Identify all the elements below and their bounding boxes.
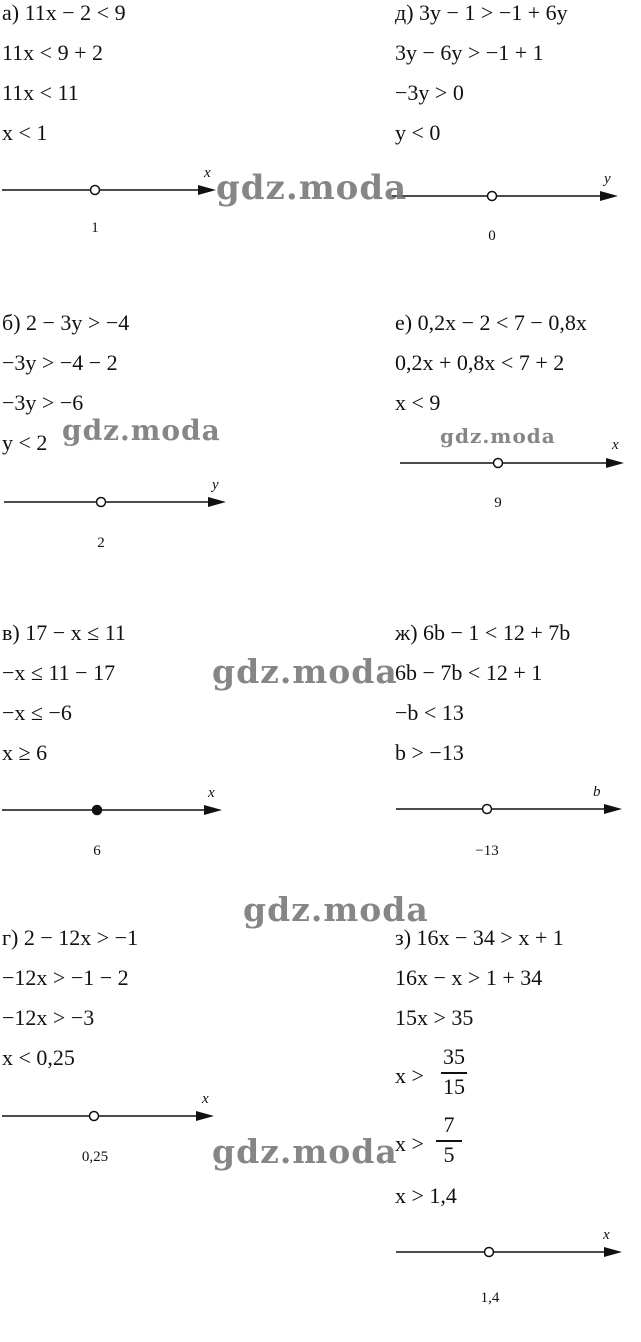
problem-g-line-2: −12x > −1 − 2 [2, 965, 129, 990]
number-line-zh [394, 795, 626, 825]
open-point-icon [91, 186, 100, 195]
problem-v-line-3: −x ≤ −6 [2, 700, 72, 725]
problem-a-line-4: x < 1 [2, 120, 48, 145]
problem-b-line-1: б) 2 − 3y > −4 [2, 310, 130, 335]
axis-variable-b: y [212, 477, 219, 493]
number-line-a [0, 176, 230, 206]
problem-e-line-1: е) 0,2x − 2 < 7 − 0,8x [395, 310, 587, 335]
problem-d-line-4: y < 0 [395, 120, 441, 145]
axis-variable-d: y [604, 171, 611, 187]
axis-variable-z: x [603, 1227, 610, 1243]
axis-variable-g: x [202, 1091, 209, 1107]
problem-z-line-2: 16x − x > 1 + 34 [395, 965, 543, 990]
axis-variable-zh: b [593, 784, 601, 800]
open-point-icon [90, 1112, 99, 1121]
problem-z-frac2-prefix: x > [395, 1131, 424, 1156]
problem-g-line-3: −12x > −3 [2, 1005, 95, 1030]
problem-d-line-3: −3y > 0 [395, 80, 464, 105]
number-line-e [398, 449, 628, 479]
number-line-v [0, 796, 230, 826]
number-line-z [394, 1238, 626, 1268]
problem-e-line-2: 0,2x + 0,8x < 7 + 2 [395, 350, 565, 375]
problem-z-line-last: x > 1,4 [395, 1183, 457, 1208]
axis-variable-v: x [208, 785, 215, 801]
point-label-zh: −13 [475, 843, 499, 859]
point-label-d: 0 [488, 228, 496, 244]
problem-e-line-3: x < 9 [395, 390, 441, 415]
open-point-icon [488, 192, 497, 201]
open-point-icon [97, 498, 106, 507]
problem-zh-line-3: −b < 13 [395, 700, 464, 725]
problem-a-line-2: 11x < 9 + 2 [2, 40, 103, 65]
axis-variable-e: x [612, 437, 619, 453]
problem-d-line-2: 3y − 6y > −1 + 1 [395, 40, 544, 65]
problem-zh-line-1: ж) 6b − 1 < 12 + 7b [395, 620, 571, 645]
fraction-35-15 [439, 1044, 469, 1104]
problem-v-line-2: −x ≤ 11 − 17 [2, 660, 116, 685]
problem-b-line-3: −3y > −6 [2, 390, 84, 415]
fraction-denominator: 15 [443, 1074, 465, 1099]
watermark: gdz.moda [62, 414, 221, 447]
problem-zh-line-2: 6b − 7b < 12 + 1 [395, 660, 543, 685]
fraction-numerator: 35 [443, 1044, 465, 1069]
problem-b-line-2: −3y > −4 − 2 [2, 350, 118, 375]
problem-v-line-4: x ≥ 6 [2, 740, 48, 765]
problem-z-frac1-prefix: x > [395, 1063, 424, 1088]
problem-z-line-3: 15x > 35 [395, 1005, 474, 1030]
axis-variable-a: x [204, 165, 211, 181]
problem-b-line-4: y < 2 [2, 430, 48, 455]
number-line-b [0, 488, 232, 518]
watermark: gdz.moda [212, 652, 398, 691]
problem-g-line-1: г) 2 − 12x > −1 [2, 925, 139, 950]
point-label-a: 1 [91, 220, 99, 236]
open-point-icon [494, 459, 503, 468]
fraction-numerator: 7 [443, 1112, 455, 1137]
watermark: gdz.moda [212, 1132, 398, 1171]
problem-a-line-1: а) 11x − 2 < 9 [2, 0, 126, 25]
open-point-icon [483, 805, 492, 814]
problem-a-line-3: 11x < 11 [2, 80, 79, 105]
point-label-z: 1,4 [480, 1290, 500, 1306]
open-point-icon [485, 1248, 494, 1257]
number-line-d [390, 182, 620, 212]
watermark: gdz.moda [216, 168, 408, 208]
point-label-e: 9 [494, 495, 502, 511]
fraction-denominator: 5 [443, 1142, 455, 1167]
problem-zh-line-4: b > −13 [395, 740, 464, 765]
closed-point-icon [93, 806, 102, 815]
point-label-g: 0,25 [81, 1149, 109, 1165]
watermark: gdz.moda [440, 424, 556, 448]
number-line-g [0, 1102, 230, 1132]
fraction-7-5 [434, 1112, 464, 1172]
watermark: gdz.moda [243, 890, 429, 929]
problem-d-line-1: д) 3y − 1 > −1 + 6y [395, 0, 568, 25]
problem-g-line-4: x < 0,25 [2, 1045, 75, 1070]
point-label-b: 2 [97, 535, 105, 551]
problem-v-line-1: в) 17 − x ≤ 11 [2, 620, 126, 645]
point-label-v: 6 [93, 843, 101, 859]
problem-z-line-1: з) 16x − 34 > x + 1 [395, 925, 564, 950]
